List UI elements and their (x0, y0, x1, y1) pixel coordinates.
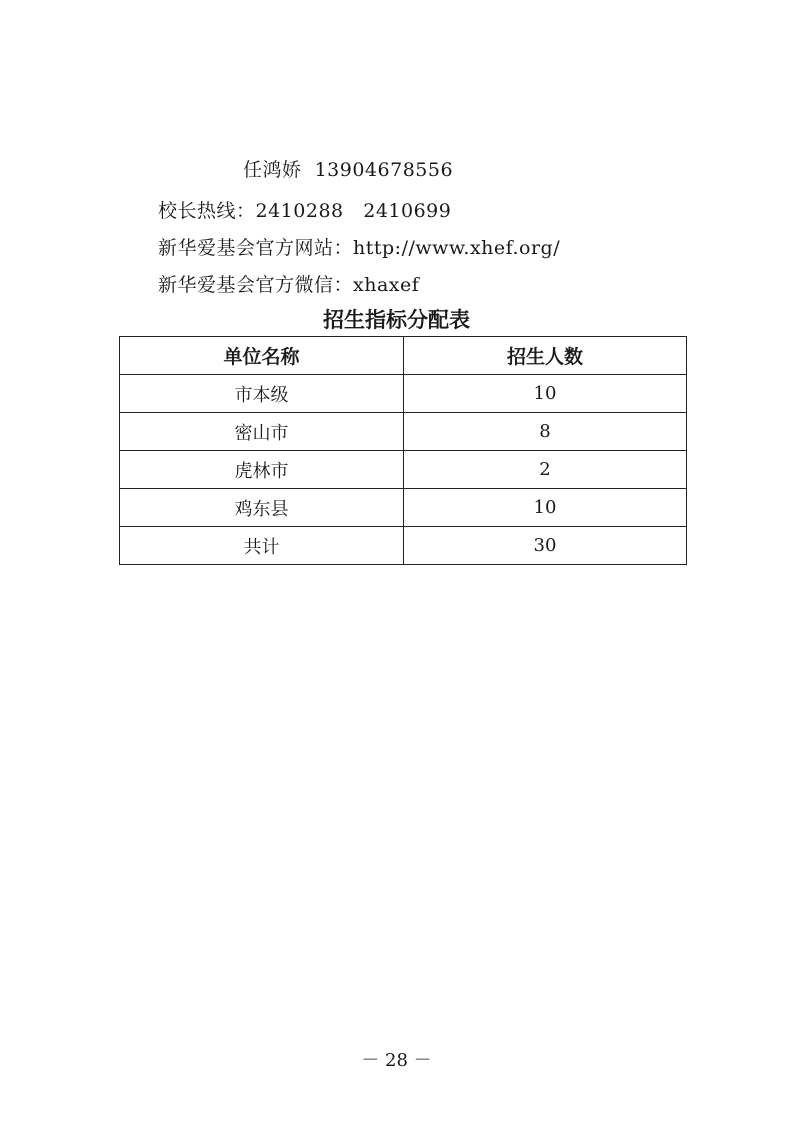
table-title: 招生指标分配表 (323, 308, 470, 332)
page-number: － 28 － (361, 1050, 432, 1071)
unit-name-cell: 鸡东县 (120, 489, 404, 527)
table-row (120, 375, 687, 413)
enrollment-count-cell: 2 (404, 451, 687, 489)
table-total-row (120, 527, 687, 565)
header-unit-name: 单位名称 (120, 337, 404, 375)
contact-name-line: 任鸿娇 13904678556 (243, 159, 454, 181)
unit-name-cell: 虎林市 (120, 451, 404, 489)
unit-name-cell: 市本级 (120, 375, 404, 413)
table-header-row (120, 337, 687, 375)
enrollment-count-cell: 10 (404, 489, 687, 527)
header-enrollment-count: 招生人数 (404, 337, 687, 375)
enrollment-allocation-table (119, 336, 687, 565)
table-row (120, 451, 687, 489)
official-wechat-line: 新华爱基会官方微信：xhaxef (158, 274, 420, 296)
enrollment-count-cell: 8 (404, 413, 687, 451)
table-row (120, 413, 687, 451)
total-label-cell: 共计 (120, 527, 404, 565)
official-website-line: 新华爱基会官方网站：http://www.xhef.org/ (158, 237, 561, 259)
enrollment-count-cell: 10 (404, 375, 687, 413)
principal-hotline-line: 校长热线：2410288 2410699 (158, 200, 452, 222)
unit-name-cell: 密山市 (120, 413, 404, 451)
total-count-cell: 30 (404, 527, 687, 565)
table-row (120, 489, 687, 527)
